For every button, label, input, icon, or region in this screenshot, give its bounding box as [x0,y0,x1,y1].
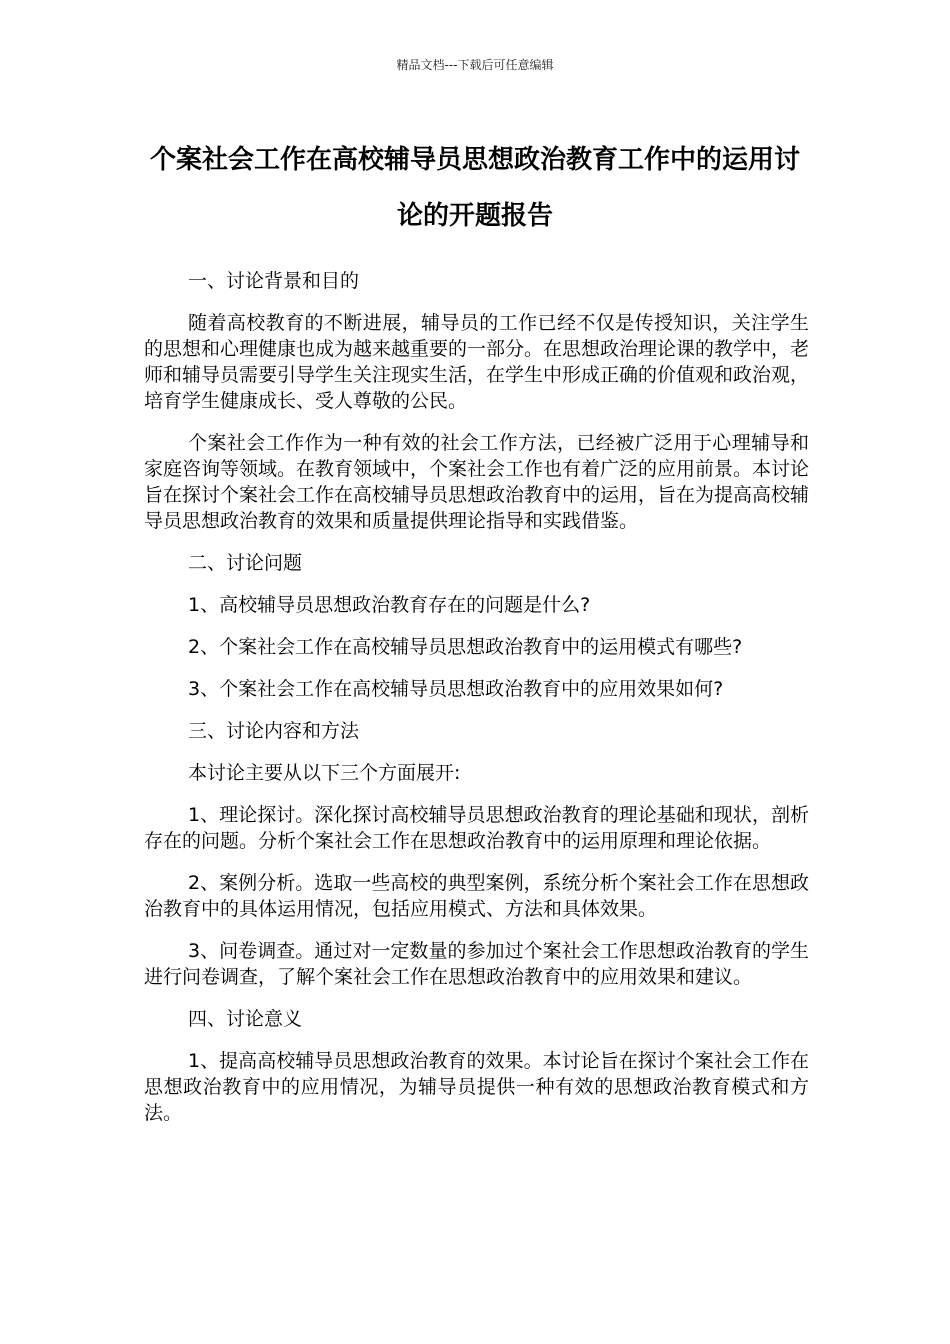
section-heading-content-methods: 三、讨论内容和方法 [188,720,360,742]
paragraph-content-intro: 本讨论主要从以下三个方面展开: [188,762,461,784]
question-item-3: 3、个案社会工作在高校辅导员思想政治教育中的应用效果如何? [188,678,724,700]
section-heading-significance: 四、讨论意义 [188,1008,303,1030]
paragraph-background-2: 个案社会工作作为一种有效的社会工作方法，已经被广泛用于心理辅导和家庭咨询等领域。在教育领域中，个案社会工作也有着广泛的应用前景。本讨论旨在探讨个案社会工作在高校辅导员思想政治教育中的运用，旨在为提高高校辅导员思想政治教育的效果和质量提供理论指导和实践借鉴。 [144,432,810,532]
method-item-1: 1、理论探讨。深化探讨高校辅导员思想政治教育的理论基础和现状，剖析存在的问题。分析个案社会工作在思想政治教育中的运用原理和理论依据。 [144,804,809,852]
document-title: 个案社会工作在高校辅导员思想政治教育工作中的运用讨论的开题报告 [149,145,800,231]
page-header: 精品文档---下载后可任意编辑 [396,58,554,72]
document-body [144,268,809,1142]
method-item-3: 3、问卷调查。通过对一定数量的参加过个案社会工作思想政治教育的学生进行问卷调查，了解个案社会工作在思想政治教育中的应用效果和建议。 [144,940,809,988]
paragraph-background-1: 随着高校教育的不断进展，辅导员的工作已经不仅是传授知识，关注学生的思想和心理健康也成为越来越重要的一部分。在思想政治理论课的教学中，老师和辅导员需要引导学生关注现实生活，在学生中形成正确的价值观和政治观，培育学生健康成长、受人尊敬的公民。 [144,312,810,412]
question-item-1: 1、高校辅导员思想政治教育存在的问题是什么? [188,594,591,616]
section-heading-background: 一、讨论背景和目的 [188,270,360,292]
method-item-2: 2、案例分析。选取一些高校的典型案例，系统分析个案社会工作在思想政治教育中的具体运用情况，包括应用模式、方法和具体效果。 [144,872,809,920]
significance-item-1: 1、提高高校辅导员思想政治教育的效果。本讨论旨在探讨个案社会工作在思想政治教育中的应用情况，为辅导员提供一种有效的思想政治教育模式和方法。 [144,1050,809,1124]
question-item-2: 2、个案社会工作在高校辅导员思想政治教育中的运用模式有哪些? [188,636,743,658]
section-heading-questions: 二、讨论问题 [188,552,303,574]
